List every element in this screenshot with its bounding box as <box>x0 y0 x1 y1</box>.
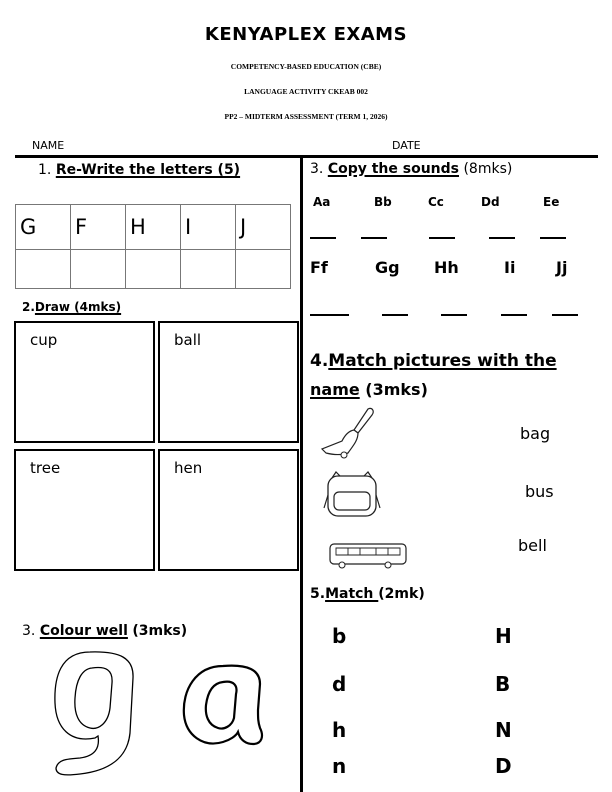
colour-title: Colour well <box>39 623 128 639</box>
draw-box-ball[interactable]: ball <box>158 321 299 443</box>
match-left-letter[interactable]: h <box>332 718 347 742</box>
match-right-letter[interactable]: N <box>495 718 512 742</box>
answer-blank[interactable] <box>310 237 336 239</box>
match-right-letter[interactable]: B <box>495 672 511 696</box>
outline-letter-a-icon[interactable] <box>178 660 268 750</box>
sound-label: Hh <box>434 258 459 277</box>
header-divider <box>15 155 598 158</box>
sound-label: Bb <box>374 195 392 209</box>
q5-title: Match <box>325 586 379 602</box>
match-word[interactable]: bell <box>518 536 547 555</box>
name-label: NAME <box>32 139 65 152</box>
bus-picture-icon[interactable] <box>328 540 408 572</box>
exam-title: KENYAPLEX EXAMS <box>204 24 408 45</box>
subtitle-cbe: COMPETENCY-BASED EDUCATION (CBE) <box>230 62 382 71</box>
q2-title: Draw (4mks) <box>34 300 122 314</box>
letter-cell: G <box>16 205 71 250</box>
match-right-letter[interactable]: D <box>495 754 512 778</box>
sound-label: Ii <box>504 258 516 277</box>
sound-label: Cc <box>428 195 444 209</box>
letter-cell: H <box>126 205 181 250</box>
match-left-letter[interactable]: d <box>332 672 347 696</box>
answer-blank[interactable] <box>552 314 578 316</box>
answer-cell[interactable] <box>236 250 291 289</box>
answer-cell[interactable] <box>71 250 126 289</box>
answer-blank[interactable] <box>489 237 515 239</box>
outline-letter-g-icon[interactable] <box>50 648 140 778</box>
subtitle-language: LANGUAGE ACTIVITY CKEAB 002 <box>244 87 368 96</box>
q2-heading: 2.Draw (4mks) <box>22 300 122 314</box>
answer-blank[interactable] <box>540 237 566 239</box>
sound-label: Ee <box>543 195 560 209</box>
sound-label: Jj <box>556 258 568 277</box>
answer-cell[interactable] <box>181 250 236 289</box>
sound-label: Ff <box>310 258 328 277</box>
q5-heading: 5.Match (2mk) <box>310 586 425 602</box>
subtitle-assessment: PP2 – MIDTERM ASSESSMENT (TERM 1, 2026) <box>224 112 388 121</box>
q4-heading-2: name (3mks) <box>310 380 428 399</box>
draw-box-hen[interactable]: hen <box>158 449 299 571</box>
answer-blank[interactable] <box>382 314 408 316</box>
match-word[interactable]: bus <box>525 482 554 501</box>
answer-blank[interactable] <box>310 314 349 316</box>
q4-title: Match pictures with the <box>328 351 557 371</box>
answer-blank[interactable] <box>501 314 527 316</box>
draw-box-cup[interactable]: cup <box>14 321 155 443</box>
match-word[interactable]: bag <box>520 424 551 443</box>
answer-cell[interactable] <box>126 250 181 289</box>
bag-picture-icon[interactable] <box>320 470 385 520</box>
match-right-letter[interactable]: H <box>495 624 512 648</box>
sound-label: Gg <box>375 258 400 277</box>
answer-blank[interactable] <box>429 237 455 239</box>
copy-heading: 3. Copy the sounds (8mks) <box>310 161 513 177</box>
match-left-letter[interactable]: b <box>332 624 347 648</box>
answer-cell[interactable] <box>16 250 71 289</box>
q4-heading: 4.Match pictures with the <box>310 351 557 371</box>
draw-box-tree[interactable]: tree <box>14 449 155 571</box>
match-left-letter[interactable]: n <box>332 754 347 778</box>
q1-title: Re-Write the letters (5) <box>55 162 241 178</box>
q1-heading: 1. Re-Write the letters (5) <box>38 162 241 178</box>
rewrite-letters-table <box>15 204 291 289</box>
answer-blank[interactable] <box>361 237 387 239</box>
colour-heading: 3. Colour well (3mks) <box>22 623 188 639</box>
column-divider <box>300 157 303 792</box>
copy-title: Copy the sounds <box>327 161 459 177</box>
date-label: DATE <box>392 139 421 152</box>
letter-cell: F <box>71 205 126 250</box>
answer-blank[interactable] <box>441 314 467 316</box>
bell-picture-icon[interactable] <box>318 405 378 460</box>
letter-cell: J <box>236 205 291 250</box>
sound-label: Aa <box>313 195 331 209</box>
letter-cell: I <box>181 205 236 250</box>
sound-label: Dd <box>481 195 500 209</box>
